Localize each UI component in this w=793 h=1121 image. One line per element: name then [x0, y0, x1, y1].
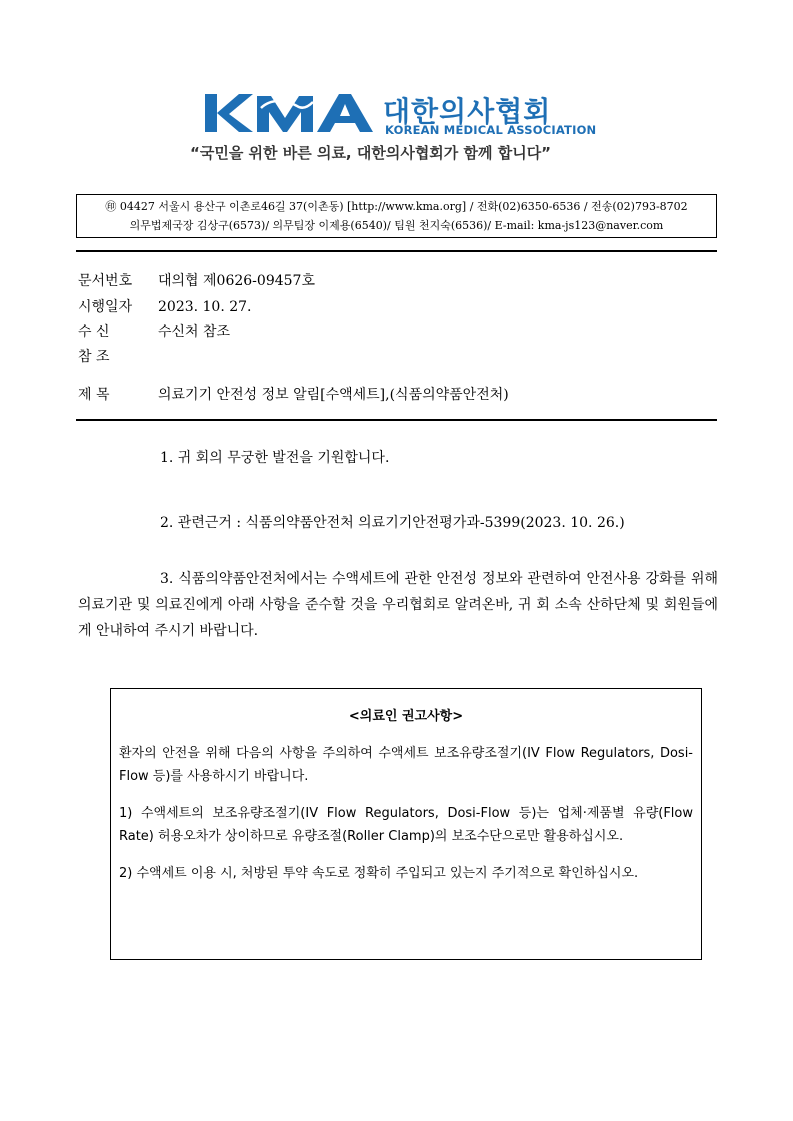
org-name-english: KOREAN MEDICAL ASSOCIATION [385, 123, 597, 137]
meta-label: 수 신 [78, 324, 110, 340]
svg-text:KMA: KMA [265, 118, 268, 119]
meta-reference [78, 346, 158, 366]
recommendation-item-1: 1) 수액세트의 보조유량조절기(IV Flow Regulators, Dosi-Flow 등)는 업체·제품별 유량(Flow Rate) 허용오차가 상이하므로 유량조절(Roller Clamp)의 보조수단으로만 활용하십시오. [119, 806, 693, 844]
meta-label: 시행일자 [78, 299, 133, 315]
recommendations-intro: 환자의 안전을 위해 다음의 사항을 주의하여 수액세트 보조유량조절기(IV Flow Regulators, Dosi-Flow 등)를 사용하시기 바랍니다. [119, 746, 693, 784]
paragraph-1: 1. 귀 회의 무궁한 발전을 기원합니다. [160, 450, 390, 466]
paragraph-3: 3. 식품의약품안전처에서는 수액세트에 관한 안전성 정보와 관련하여 안전사용 강화를 위해 의료기관 및 의료진에게 아래 사항을 준수할 것을 우리협회로 알려온바, 귀 회 소속 산하단체 및 회원들에게 안내하여 주시기 바랍니다. [78, 571, 718, 639]
kma-logo-mark [205, 88, 377, 136]
meta-value: 수신처 참조 [158, 324, 231, 340]
slogan: “국민을 위한 바른 의료, 대한의사협회가 함께 합니다” [190, 144, 552, 162]
address-line-1: ㊞ 04427 서울시 용산구 이촌로46길 37(이촌동) [http://www.kma.org] / 전화(02)6350-6536 / 전송(02)793-8702 [105, 200, 688, 213]
address-line-2: 의무법제국장 김상구(6573)/ 의무팀장 이제용(6540)/ 팀원 천지숙(6536)/ E-mail: kma-js123@naver.com [129, 219, 664, 232]
header-divider [76, 250, 717, 252]
meta-label: 제 목 [78, 387, 110, 403]
recommendations-title: <의료인 권고사항> [348, 709, 464, 724]
meta-label: 문서번호 [78, 273, 133, 289]
subject-divider [76, 419, 717, 421]
meta-label: 참 조 [78, 349, 110, 365]
meta-value: 의료기기 안전성 정보 알림[수액세트],(식품의약품안전처) [158, 387, 509, 403]
paragraph-2: 2. 관련근거 : 식품의약품안전처 의료기기안전평가과-5399(2023. 10. 26.) [160, 515, 625, 531]
recommendation-item-2: 2) 수액세트 이용 시, 처방된 투약 속도로 정확히 주입되고 있는지 주기적으로 확인하십시오. [119, 866, 639, 881]
kma-logo [205, 88, 595, 140]
address-box [76, 194, 717, 238]
meta-subject [78, 384, 509, 404]
meta-doc-number [78, 270, 315, 290]
meta-recipient [78, 321, 230, 341]
org-name-korean: 대한의사협회 [383, 95, 552, 128]
meta-value: 2023. 10. 27. [158, 299, 252, 315]
recommendations-box [110, 688, 702, 960]
meta-date [78, 296, 252, 316]
meta-value: 대의협 제0626-09457호 [158, 273, 315, 289]
